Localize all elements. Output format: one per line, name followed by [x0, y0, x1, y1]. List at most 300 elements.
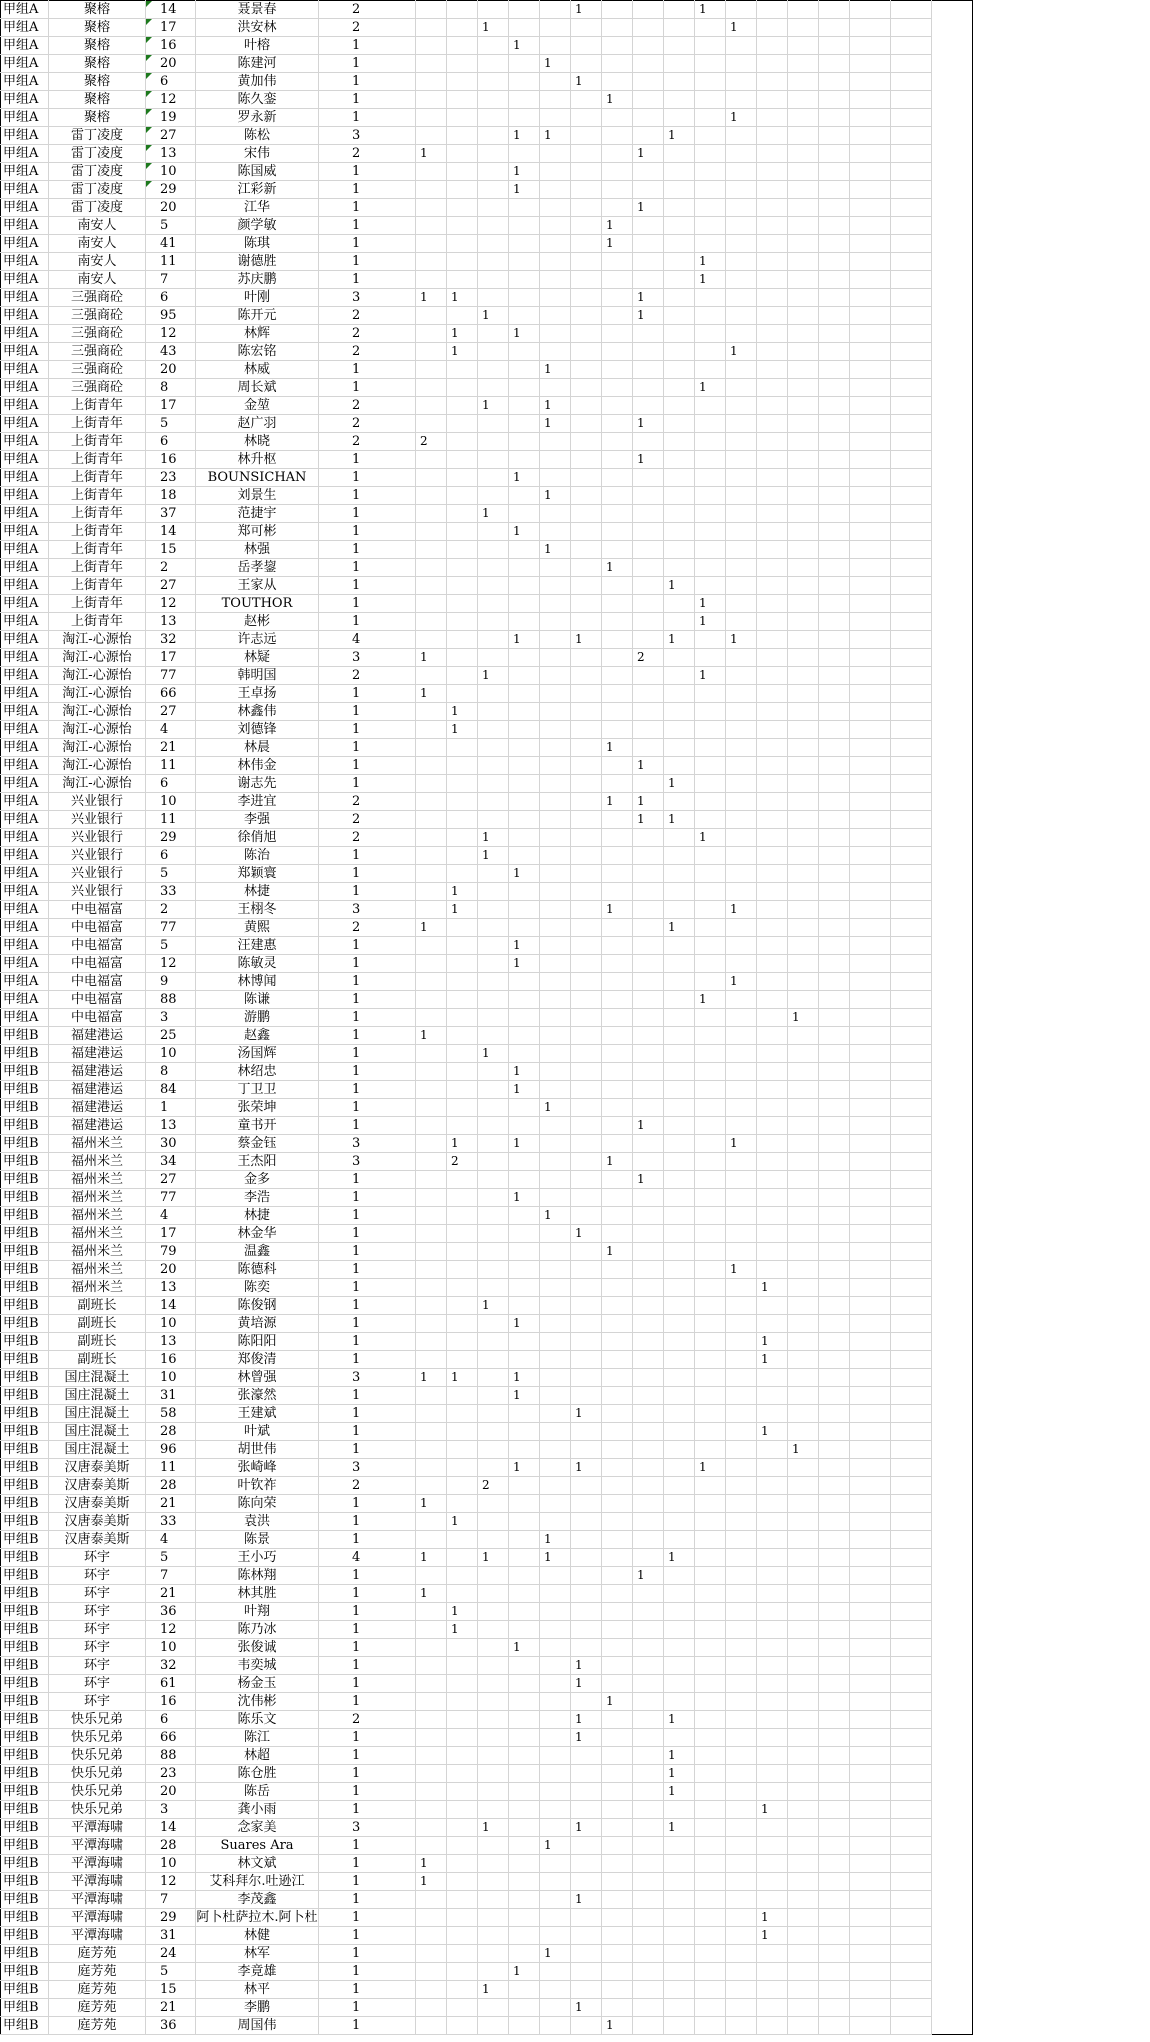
goal-round-cell[interactable]	[633, 991, 664, 1009]
player-name-cell[interactable]: 王栩冬	[196, 901, 319, 919]
group-cell[interactable]: 甲组B	[1, 1891, 49, 1909]
empty-cell[interactable]	[891, 1189, 932, 1207]
jersey-number-cell[interactable]: 28	[146, 1477, 196, 1495]
goal-round-cell[interactable]	[633, 1369, 664, 1387]
empty-cell[interactable]	[819, 1837, 850, 1855]
goal-round-cell[interactable]	[695, 685, 726, 703]
goal-round-cell[interactable]	[633, 595, 664, 613]
goal-round-cell[interactable]	[447, 1837, 478, 1855]
goal-round-cell[interactable]	[695, 199, 726, 217]
jersey-number-cell[interactable]: 31	[146, 1927, 196, 1945]
goal-round-cell[interactable]: 1	[509, 469, 540, 487]
group-cell[interactable]: 甲组A	[1, 955, 49, 973]
empty-cell[interactable]	[850, 1369, 891, 1387]
empty-cell[interactable]	[819, 901, 850, 919]
goal-round-cell[interactable]	[788, 1279, 819, 1297]
empty-cell[interactable]	[891, 865, 932, 883]
goal-round-cell[interactable]: 1	[726, 19, 757, 37]
goal-round-cell[interactable]	[509, 1927, 540, 1945]
goal-round-cell[interactable]	[757, 1099, 788, 1117]
empty-cell[interactable]	[819, 73, 850, 91]
empty-cell[interactable]	[891, 379, 932, 397]
jersey-number-cell[interactable]: 79	[146, 1243, 196, 1261]
goal-round-cell[interactable]	[416, 1099, 447, 1117]
goal-total-cell[interactable]: 1	[319, 1513, 416, 1531]
goal-round-cell[interactable]: 1	[633, 793, 664, 811]
goal-round-cell[interactable]	[447, 1531, 478, 1549]
player-name-cell[interactable]: 林其胜	[196, 1585, 319, 1603]
player-name-cell[interactable]: 张濠然	[196, 1387, 319, 1405]
empty-cell[interactable]	[819, 1315, 850, 1333]
goal-round-cell[interactable]	[416, 1117, 447, 1135]
jersey-number-cell[interactable]: 37	[146, 505, 196, 523]
goal-round-cell[interactable]	[664, 1, 695, 19]
goal-round-cell[interactable]	[633, 91, 664, 109]
goal-total-cell[interactable]: 1	[319, 1783, 416, 1801]
player-name-cell[interactable]: 林金华	[196, 1225, 319, 1243]
goal-round-cell[interactable]	[478, 721, 509, 739]
goal-round-cell[interactable]	[633, 1027, 664, 1045]
goal-round-cell[interactable]	[788, 829, 819, 847]
goal-round-cell[interactable]	[788, 505, 819, 523]
empty-cell[interactable]	[891, 1513, 932, 1531]
goal-round-cell[interactable]: 1	[478, 1981, 509, 1999]
goal-round-cell[interactable]	[726, 469, 757, 487]
goal-round-cell[interactable]	[447, 865, 478, 883]
goal-round-cell[interactable]	[726, 1639, 757, 1657]
goal-round-cell[interactable]: 1	[416, 289, 447, 307]
player-name-cell[interactable]: 黄培源	[196, 1315, 319, 1333]
goal-round-cell[interactable]	[447, 559, 478, 577]
goal-round-cell[interactable]	[571, 649, 602, 667]
jersey-number-cell[interactable]: 21	[146, 1495, 196, 1513]
goal-round-cell[interactable]	[757, 1117, 788, 1135]
goal-round-cell[interactable]	[540, 1189, 571, 1207]
empty-cell[interactable]	[819, 865, 850, 883]
group-cell[interactable]: 甲组B	[1, 1243, 49, 1261]
goal-round-cell[interactable]	[757, 1243, 788, 1261]
goal-round-cell[interactable]	[571, 37, 602, 55]
goal-round-cell[interactable]	[757, 361, 788, 379]
goal-round-cell[interactable]	[478, 253, 509, 271]
player-name-cell[interactable]: 黄加伟	[196, 73, 319, 91]
goal-round-cell[interactable]: 1	[447, 1135, 478, 1153]
goal-round-cell[interactable]	[478, 1945, 509, 1963]
group-cell[interactable]: 甲组B	[1, 1801, 49, 1819]
empty-cell[interactable]	[850, 955, 891, 973]
empty-cell[interactable]	[819, 2017, 850, 2035]
goal-round-cell[interactable]	[664, 163, 695, 181]
goal-round-cell[interactable]: 1	[478, 397, 509, 415]
empty-cell[interactable]	[891, 883, 932, 901]
goal-round-cell[interactable]	[664, 487, 695, 505]
team-cell[interactable]: 国庄混凝土	[49, 1423, 146, 1441]
goal-round-cell[interactable]	[757, 289, 788, 307]
goal-round-cell[interactable]	[757, 217, 788, 235]
goal-round-cell[interactable]	[447, 1963, 478, 1981]
empty-cell[interactable]	[819, 1459, 850, 1477]
group-cell[interactable]: 甲组B	[1, 1333, 49, 1351]
empty-cell[interactable]	[850, 523, 891, 541]
goal-round-cell[interactable]	[757, 1675, 788, 1693]
player-name-cell[interactable]: 游鹏	[196, 1009, 319, 1027]
empty-cell[interactable]	[819, 1891, 850, 1909]
goal-round-cell[interactable]: 1	[664, 1711, 695, 1729]
goal-round-cell[interactable]	[788, 559, 819, 577]
goal-round-cell[interactable]	[509, 55, 540, 73]
goal-round-cell[interactable]	[540, 1297, 571, 1315]
goal-round-cell[interactable]	[478, 217, 509, 235]
goal-round-cell[interactable]	[478, 595, 509, 613]
goal-round-cell[interactable]	[695, 1351, 726, 1369]
empty-cell[interactable]	[891, 1171, 932, 1189]
empty-cell[interactable]	[819, 1027, 850, 1045]
team-cell[interactable]: 上街青年	[49, 577, 146, 595]
goal-round-cell[interactable]	[416, 1693, 447, 1711]
goal-round-cell[interactable]	[416, 307, 447, 325]
goal-round-cell[interactable]	[571, 1315, 602, 1333]
player-name-cell[interactable]: 叶斌	[196, 1423, 319, 1441]
goal-round-cell[interactable]	[788, 487, 819, 505]
group-cell[interactable]: 甲组A	[1, 613, 49, 631]
goal-round-cell[interactable]	[757, 1837, 788, 1855]
player-name-cell[interactable]: 叶刚	[196, 289, 319, 307]
goal-round-cell[interactable]	[540, 1009, 571, 1027]
empty-cell[interactable]	[891, 1207, 932, 1225]
goal-round-cell[interactable]	[602, 829, 633, 847]
empty-cell[interactable]	[819, 559, 850, 577]
jersey-number-cell[interactable]: 23	[146, 1765, 196, 1783]
group-cell[interactable]: 甲组B	[1, 1765, 49, 1783]
empty-cell[interactable]	[850, 1927, 891, 1945]
goal-round-cell[interactable]	[509, 1441, 540, 1459]
empty-cell[interactable]	[891, 829, 932, 847]
goal-round-cell[interactable]	[602, 1675, 633, 1693]
goal-round-cell[interactable]	[602, 1945, 633, 1963]
goal-round-cell[interactable]	[695, 1441, 726, 1459]
goal-round-cell[interactable]	[664, 1477, 695, 1495]
goal-round-cell[interactable]	[695, 1693, 726, 1711]
goal-round-cell[interactable]	[478, 1729, 509, 1747]
goal-round-cell[interactable]	[478, 145, 509, 163]
team-cell[interactable]: 福州米兰	[49, 1261, 146, 1279]
goal-round-cell[interactable]	[788, 1423, 819, 1441]
empty-cell[interactable]	[891, 127, 932, 145]
empty-cell[interactable]	[850, 1171, 891, 1189]
goal-round-cell[interactable]	[695, 757, 726, 775]
team-cell[interactable]: 副班长	[49, 1315, 146, 1333]
goal-round-cell[interactable]	[695, 325, 726, 343]
goal-round-cell[interactable]	[478, 433, 509, 451]
empty-cell[interactable]	[891, 1477, 932, 1495]
goal-round-cell[interactable]	[447, 1279, 478, 1297]
team-cell[interactable]: 中电福富	[49, 1009, 146, 1027]
empty-cell[interactable]	[891, 613, 932, 631]
goal-round-cell[interactable]	[602, 1801, 633, 1819]
empty-cell[interactable]	[819, 1, 850, 19]
jersey-number-cell[interactable]: 8	[146, 1063, 196, 1081]
goal-round-cell[interactable]	[478, 1657, 509, 1675]
goal-round-cell[interactable]	[571, 613, 602, 631]
goal-round-cell[interactable]: 1	[478, 1549, 509, 1567]
empty-cell[interactable]	[850, 631, 891, 649]
goal-round-cell[interactable]	[788, 1675, 819, 1693]
goal-round-cell[interactable]: 1	[695, 379, 726, 397]
goal-round-cell[interactable]: 1	[540, 487, 571, 505]
goal-round-cell[interactable]	[602, 397, 633, 415]
goal-round-cell[interactable]	[571, 487, 602, 505]
group-cell[interactable]: 甲组B	[1, 1531, 49, 1549]
goal-round-cell[interactable]	[416, 1621, 447, 1639]
goal-round-cell[interactable]	[788, 1045, 819, 1063]
empty-cell[interactable]	[819, 1765, 850, 1783]
goal-round-cell[interactable]	[540, 847, 571, 865]
goal-round-cell[interactable]	[540, 109, 571, 127]
goal-round-cell[interactable]	[788, 1873, 819, 1891]
empty-cell[interactable]	[850, 361, 891, 379]
goal-round-cell[interactable]	[447, 433, 478, 451]
goal-round-cell[interactable]	[664, 1351, 695, 1369]
goal-round-cell[interactable]	[664, 1261, 695, 1279]
goal-total-cell[interactable]: 1	[319, 1873, 416, 1891]
empty-cell[interactable]	[891, 1117, 932, 1135]
goal-round-cell[interactable]: 1	[571, 1459, 602, 1477]
goal-round-cell[interactable]	[416, 1819, 447, 1837]
goal-round-cell[interactable]	[571, 19, 602, 37]
goal-round-cell[interactable]	[416, 1477, 447, 1495]
goal-round-cell[interactable]	[571, 1981, 602, 1999]
goal-round-cell[interactable]	[416, 271, 447, 289]
goal-round-cell[interactable]	[602, 469, 633, 487]
goal-round-cell[interactable]	[509, 361, 540, 379]
goal-round-cell[interactable]	[757, 1081, 788, 1099]
goal-round-cell[interactable]	[602, 1045, 633, 1063]
goal-round-cell[interactable]	[447, 1225, 478, 1243]
group-cell[interactable]: 甲组A	[1, 487, 49, 505]
goal-round-cell[interactable]	[478, 919, 509, 937]
goal-round-cell[interactable]	[695, 883, 726, 901]
goal-round-cell[interactable]	[602, 1081, 633, 1099]
group-cell[interactable]: 甲组B	[1, 1405, 49, 1423]
player-name-cell[interactable]: 李进宜	[196, 793, 319, 811]
goal-round-cell[interactable]	[633, 1063, 664, 1081]
player-name-cell[interactable]: 郑俊清	[196, 1351, 319, 1369]
goal-round-cell[interactable]	[540, 811, 571, 829]
empty-cell[interactable]	[819, 1081, 850, 1099]
goal-round-cell[interactable]	[540, 145, 571, 163]
goal-round-cell[interactable]	[509, 829, 540, 847]
goal-round-cell[interactable]	[571, 253, 602, 271]
goal-round-cell[interactable]: 1	[540, 55, 571, 73]
group-cell[interactable]: 甲组B	[1, 1441, 49, 1459]
empty-cell[interactable]	[850, 163, 891, 181]
empty-cell[interactable]	[850, 1945, 891, 1963]
empty-cell[interactable]	[850, 1351, 891, 1369]
goal-round-cell[interactable]	[478, 541, 509, 559]
group-cell[interactable]: 甲组B	[1, 1135, 49, 1153]
empty-cell[interactable]	[819, 55, 850, 73]
goal-round-cell[interactable]	[447, 145, 478, 163]
group-cell[interactable]: 甲组A	[1, 919, 49, 937]
goal-round-cell[interactable]	[478, 289, 509, 307]
player-name-cell[interactable]: 杨金玉	[196, 1675, 319, 1693]
player-name-cell[interactable]: 陈国威	[196, 163, 319, 181]
goal-round-cell[interactable]	[664, 973, 695, 991]
goal-round-cell[interactable]	[664, 451, 695, 469]
goal-round-cell[interactable]	[509, 1693, 540, 1711]
goal-round-cell[interactable]	[602, 1189, 633, 1207]
empty-cell[interactable]	[891, 145, 932, 163]
goal-round-cell[interactable]	[478, 1801, 509, 1819]
goal-round-cell[interactable]	[695, 1909, 726, 1927]
goal-round-cell[interactable]	[416, 1639, 447, 1657]
goal-round-cell[interactable]: 1	[416, 1369, 447, 1387]
empty-cell[interactable]	[819, 1117, 850, 1135]
group-cell[interactable]: 甲组B	[1, 1045, 49, 1063]
goal-round-cell[interactable]	[788, 1027, 819, 1045]
goal-round-cell[interactable]	[509, 973, 540, 991]
empty-cell[interactable]	[891, 451, 932, 469]
goal-round-cell[interactable]	[788, 919, 819, 937]
empty-cell[interactable]	[850, 1963, 891, 1981]
goal-round-cell[interactable]	[509, 1405, 540, 1423]
goal-round-cell[interactable]	[416, 703, 447, 721]
goal-round-cell[interactable]	[447, 1243, 478, 1261]
goal-round-cell[interactable]	[602, 757, 633, 775]
goal-round-cell[interactable]	[664, 1117, 695, 1135]
goal-round-cell[interactable]	[509, 577, 540, 595]
player-name-cell[interactable]: 陈宏铭	[196, 343, 319, 361]
goal-round-cell[interactable]	[726, 1603, 757, 1621]
goal-round-cell[interactable]	[447, 1765, 478, 1783]
goal-round-cell[interactable]	[633, 613, 664, 631]
goal-round-cell[interactable]	[695, 397, 726, 415]
team-cell[interactable]: 福州米兰	[49, 1171, 146, 1189]
goal-round-cell[interactable]	[416, 1531, 447, 1549]
goal-round-cell[interactable]	[726, 1657, 757, 1675]
jersey-number-cell[interactable]: 3	[146, 1801, 196, 1819]
empty-cell[interactable]	[891, 1837, 932, 1855]
goal-round-cell[interactable]	[416, 613, 447, 631]
jersey-number-cell[interactable]: 6	[146, 289, 196, 307]
goal-round-cell[interactable]: 1	[509, 955, 540, 973]
goal-round-cell[interactable]	[726, 37, 757, 55]
goal-round-cell[interactable]	[478, 1585, 509, 1603]
goal-round-cell[interactable]	[757, 1531, 788, 1549]
goal-total-cell[interactable]: 2	[319, 919, 416, 937]
goal-round-cell[interactable]	[726, 1945, 757, 1963]
group-cell[interactable]: 甲组A	[1, 37, 49, 55]
goal-round-cell[interactable]	[695, 1405, 726, 1423]
goal-round-cell[interactable]	[664, 1675, 695, 1693]
goal-round-cell[interactable]	[571, 1171, 602, 1189]
goal-round-cell[interactable]: 1	[540, 397, 571, 415]
goal-round-cell[interactable]	[664, 1873, 695, 1891]
goal-round-cell[interactable]	[540, 1585, 571, 1603]
empty-cell[interactable]	[891, 1333, 932, 1351]
goal-round-cell[interactable]	[447, 1945, 478, 1963]
goal-round-cell[interactable]	[664, 19, 695, 37]
goal-round-cell[interactable]	[447, 163, 478, 181]
goal-round-cell[interactable]: 1	[509, 37, 540, 55]
goal-total-cell[interactable]: 1	[319, 991, 416, 1009]
empty-cell[interactable]	[850, 775, 891, 793]
goal-round-cell[interactable]	[726, 1423, 757, 1441]
player-name-cell[interactable]: 郑可彬	[196, 523, 319, 541]
goal-round-cell[interactable]	[540, 91, 571, 109]
goal-total-cell[interactable]: 1	[319, 1441, 416, 1459]
goal-round-cell[interactable]	[447, 1495, 478, 1513]
empty-cell[interactable]	[891, 1783, 932, 1801]
empty-cell[interactable]	[819, 253, 850, 271]
goal-round-cell[interactable]	[447, 1855, 478, 1873]
goal-round-cell[interactable]	[695, 1531, 726, 1549]
goal-round-cell[interactable]	[695, 361, 726, 379]
empty-cell[interactable]	[891, 1891, 932, 1909]
team-cell[interactable]: 快乐兄弟	[49, 1765, 146, 1783]
goal-round-cell[interactable]	[509, 667, 540, 685]
goal-round-cell[interactable]	[571, 1873, 602, 1891]
goal-round-cell[interactable]	[447, 1729, 478, 1747]
goal-round-cell[interactable]	[788, 1243, 819, 1261]
goal-round-cell[interactable]	[788, 109, 819, 127]
goal-round-cell[interactable]	[664, 1639, 695, 1657]
goal-round-cell[interactable]: 1	[416, 1495, 447, 1513]
goal-round-cell[interactable]	[509, 1531, 540, 1549]
player-name-cell[interactable]: 林强	[196, 541, 319, 559]
goal-round-cell[interactable]	[695, 1567, 726, 1585]
jersey-number-cell[interactable]: 12	[146, 325, 196, 343]
player-name-cell[interactable]: 张俊诚	[196, 1639, 319, 1657]
goal-round-cell[interactable]: 1	[509, 1639, 540, 1657]
goal-round-cell[interactable]	[695, 1945, 726, 1963]
goal-round-cell[interactable]: 1	[416, 145, 447, 163]
goal-round-cell[interactable]	[478, 1, 509, 19]
goal-round-cell[interactable]	[478, 235, 509, 253]
goal-round-cell[interactable]	[540, 433, 571, 451]
goal-round-cell[interactable]	[540, 559, 571, 577]
goal-round-cell[interactable]	[695, 1423, 726, 1441]
team-cell[interactable]: 聚榕	[49, 19, 146, 37]
goal-round-cell[interactable]	[540, 1117, 571, 1135]
goal-round-cell[interactable]: 1	[447, 703, 478, 721]
goal-total-cell[interactable]: 1	[319, 1279, 416, 1297]
goal-round-cell[interactable]	[602, 487, 633, 505]
empty-cell[interactable]	[891, 1297, 932, 1315]
goal-round-cell[interactable]	[757, 1045, 788, 1063]
goal-round-cell[interactable]	[509, 541, 540, 559]
goal-round-cell[interactable]	[540, 235, 571, 253]
empty-cell[interactable]	[891, 1063, 932, 1081]
player-name-cell[interactable]: 李竟雄	[196, 1963, 319, 1981]
goal-round-cell[interactable]	[602, 1531, 633, 1549]
empty-cell[interactable]	[891, 1603, 932, 1621]
group-cell[interactable]: 甲组A	[1, 937, 49, 955]
goal-round-cell[interactable]	[726, 1153, 757, 1171]
goal-round-cell[interactable]	[540, 505, 571, 523]
goal-round-cell[interactable]: 1	[447, 721, 478, 739]
goal-round-cell[interactable]	[602, 595, 633, 613]
goal-round-cell[interactable]	[788, 271, 819, 289]
goal-round-cell[interactable]: 1	[757, 1423, 788, 1441]
goal-round-cell[interactable]	[788, 1711, 819, 1729]
empty-cell[interactable]	[819, 1855, 850, 1873]
goal-round-cell[interactable]	[416, 1207, 447, 1225]
goal-round-cell[interactable]	[633, 1207, 664, 1225]
goal-round-cell[interactable]: 1	[757, 1909, 788, 1927]
goal-round-cell[interactable]	[633, 433, 664, 451]
empty-cell[interactable]	[850, 505, 891, 523]
